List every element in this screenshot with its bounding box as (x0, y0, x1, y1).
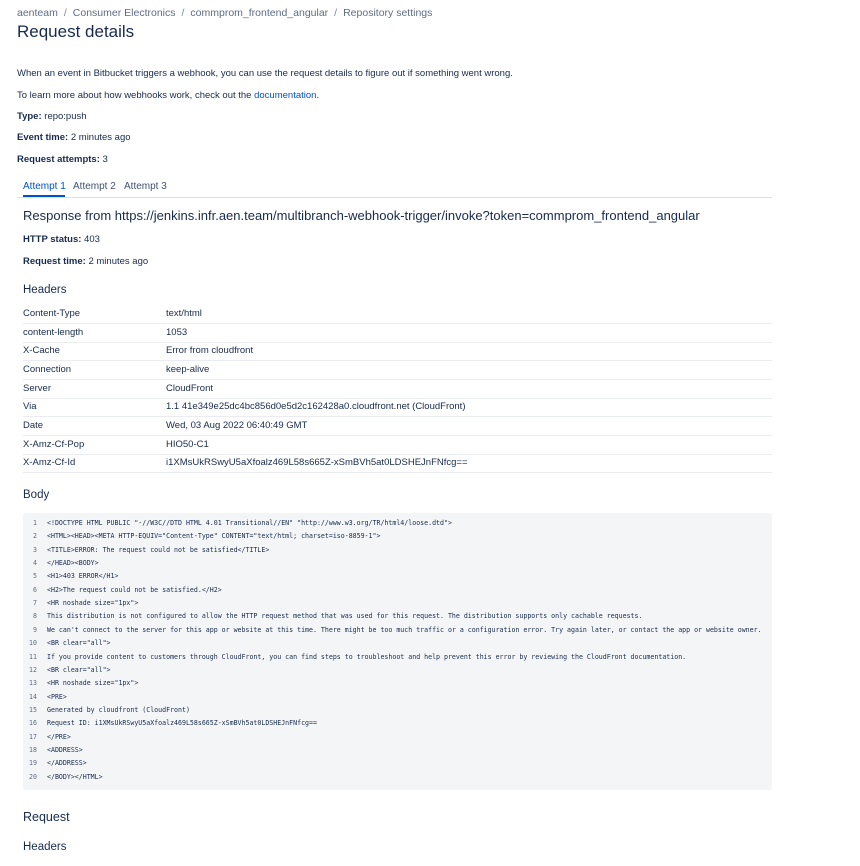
line-number: 10 (29, 639, 37, 647)
code-text: <!DOCTYPE HTML PUBLIC "-//W3C//DTD HTML 4.01 Transitional//EN" "http://www.w3.org/TR/html4/loose.dtd"> (47, 519, 452, 527)
event-time-label: Event time: (17, 132, 69, 143)
code-text: </HEAD><BODY> (47, 559, 99, 567)
request-time-label: Request time: (23, 256, 86, 267)
http-status-field (23, 234, 100, 245)
code-text: <HTML><HEAD><META HTTP-EQUIV="Content-Type" CONTENT="text/html; charset=iso-8859-1"> (47, 532, 381, 540)
code-text: <PRE> (47, 693, 67, 701)
header-row (23, 380, 772, 399)
line-number: 4 (33, 559, 37, 567)
code-line (23, 771, 772, 784)
line-number: 15 (29, 706, 37, 714)
breadcrumb (17, 7, 432, 19)
header-key: Server (23, 383, 51, 394)
line-number: 16 (29, 719, 37, 727)
header-key: Date (23, 420, 44, 431)
header-value: CloudFront (166, 383, 213, 394)
code-text: <H2>The request could not be satisfied.</H2> (47, 586, 222, 594)
header-value: 1.1 41e349e25dc4bc856d0e5d2c162428a0.cloudfront.net (CloudFront) (166, 401, 466, 412)
code-text: We can't connect to the server for this app or website at this time. There might be too much traffic or a configuration error. Try again later, or contact the app or website owner. (47, 626, 762, 634)
type-value: repo:push (41, 111, 87, 122)
request-attempts-field (17, 154, 108, 165)
breadcrumb-separator: / (334, 7, 338, 19)
attempt-tabs (17, 179, 772, 198)
code-line (23, 677, 772, 690)
code-line (23, 637, 772, 650)
response-body-code (23, 513, 772, 790)
header-value: Error from cloudfront (166, 345, 254, 356)
code-line (23, 530, 772, 543)
code-line (23, 744, 772, 757)
line-number: 9 (33, 626, 37, 634)
code-line (23, 597, 772, 610)
header-key: X-Amz-Cf-Id (23, 457, 76, 468)
header-key: Via (23, 401, 37, 412)
code-line (23, 517, 772, 530)
http-status-value: 403 (81, 234, 100, 245)
line-number: 13 (29, 679, 37, 687)
active-tab-indicator (23, 195, 65, 197)
line-number: 5 (33, 572, 37, 580)
line-number: 3 (33, 546, 37, 554)
tab-attempt-1[interactable]: Attempt 1 (23, 181, 66, 192)
http-status-label: HTTP status: (23, 234, 82, 245)
header-value: Wed, 03 Aug 2022 06:40:49 GMT (166, 420, 308, 431)
line-number: 6 (33, 586, 37, 594)
code-line (23, 717, 772, 730)
line-number: 19 (29, 759, 37, 767)
line-number: 14 (29, 693, 37, 701)
code-line (23, 584, 772, 597)
intro-docs-text (17, 90, 319, 101)
header-row (23, 305, 772, 324)
header-row (23, 417, 772, 436)
code-line (23, 570, 772, 583)
code-line (23, 544, 772, 557)
code-line (23, 757, 772, 770)
header-row (23, 436, 772, 455)
breadcrumb-repository-settings[interactable]: Repository settings (343, 7, 433, 19)
request-headers-heading: Headers (23, 841, 67, 853)
request-time-field (23, 256, 148, 267)
body-heading: Body (23, 489, 50, 501)
tab-attempt-2[interactable]: Attempt 2 (73, 181, 116, 192)
code-text: </ADDRESS> (47, 759, 87, 767)
code-line (23, 704, 772, 717)
header-row (23, 454, 772, 473)
code-line (23, 664, 772, 677)
request-attempts-label: Request attempts: (17, 154, 100, 165)
request-time-value: 2 minutes ago (85, 256, 149, 267)
code-text: <HR noshade size="1px"> (47, 679, 139, 687)
code-text: <BR clear="all"> (47, 639, 111, 647)
header-row (23, 342, 772, 361)
header-row (23, 324, 772, 343)
type-label: Type: (17, 111, 42, 122)
line-number: 11 (29, 653, 37, 661)
header-value: i1XMsUkRSwyU5aXfoalz469L58s665Z-xSmBVh5at0LDSHEJnFNfcg== (166, 457, 468, 468)
code-text: This distribution is not configured to allow the HTTP request method that was used for this request. The distribution supports only cachable requests. (47, 612, 643, 620)
code-text: <H1>403 ERROR</H1> (47, 572, 119, 580)
header-key: X-Cache (23, 345, 60, 356)
header-key: Connection (23, 364, 72, 375)
code-text: Generated by cloudfront (CloudFront) (47, 706, 190, 714)
response-headers-heading: Headers (23, 284, 67, 296)
line-number: 18 (29, 746, 37, 754)
request-attempts-value: 3 (99, 154, 108, 165)
event-time-field (17, 132, 131, 143)
line-number: 2 (33, 532, 37, 540)
code-line (23, 651, 772, 664)
code-line (23, 610, 772, 623)
header-row (23, 398, 772, 417)
header-row (23, 361, 772, 380)
header-key: Content-Type (23, 308, 81, 319)
code-line (23, 624, 772, 637)
line-number: 1 (33, 519, 37, 527)
header-value: HIO50-C1 (166, 439, 209, 450)
event-time-value: 2 minutes ago (68, 132, 131, 143)
code-line (23, 731, 772, 744)
line-number: 17 (29, 733, 37, 741)
page-title: Request details (17, 22, 135, 41)
code-text: </PRE> (47, 733, 71, 741)
breadcrumb-separator: / (181, 7, 185, 19)
line-number: 12 (29, 666, 37, 674)
code-text: <ADDRESS> (47, 746, 83, 754)
header-value: text/html (166, 308, 202, 319)
breadcrumb-workspace[interactable]: aenteam (17, 7, 58, 19)
code-text: <TITLE>ERROR: The request could not be satisfied</TITLE> (47, 546, 270, 554)
tab-attempt-3[interactable]: Attempt 3 (124, 181, 167, 192)
code-text: <HR noshade size="1px"> (47, 599, 139, 607)
header-value: keep-alive (166, 364, 210, 375)
code-text: <BR clear="all"> (47, 666, 111, 674)
request-heading: Request (23, 810, 70, 824)
type-field (17, 111, 87, 122)
code-text: Request ID: i1XMsUkRSwyU5aXfoalz469L58s665Z-xSmBVh5at0LDSHEJnFNfcg== (47, 719, 317, 727)
intro-docs-suffix: . (316, 90, 320, 101)
documentation-link[interactable]: documentation (254, 90, 317, 101)
line-number: 8 (33, 612, 37, 620)
breadcrumb-separator: / (63, 7, 67, 19)
breadcrumb-project[interactable]: Consumer Electronics (72, 7, 176, 19)
intro-text: When an event in Bitbucket triggers a webhook, you can use the request details to figure out if something went wrong. (17, 68, 513, 79)
intro-docs-prefix: To learn more about how webhooks work, check out the (17, 90, 255, 101)
response-title: Response from https://jenkins.infr.aen.team/multibranch-webhook-trigger/invoke?token=commprom_frontend_angular (23, 208, 700, 223)
line-number: 7 (33, 599, 37, 607)
code-text: </BODY></HTML> (47, 773, 103, 781)
header-key: content-length (23, 327, 84, 338)
code-text: If you provide content to customers through CloudFront, you can find steps to troubleshoot and help prevent this error by reviewing the CloudFront documentation. (47, 653, 687, 661)
code-line (23, 557, 772, 570)
header-key: X-Amz-Cf-Pop (23, 439, 85, 450)
breadcrumb-repository[interactable]: commprom_frontend_angular (190, 7, 329, 19)
line-number: 20 (29, 773, 37, 781)
code-line (23, 691, 772, 704)
header-value: 1053 (166, 327, 188, 338)
